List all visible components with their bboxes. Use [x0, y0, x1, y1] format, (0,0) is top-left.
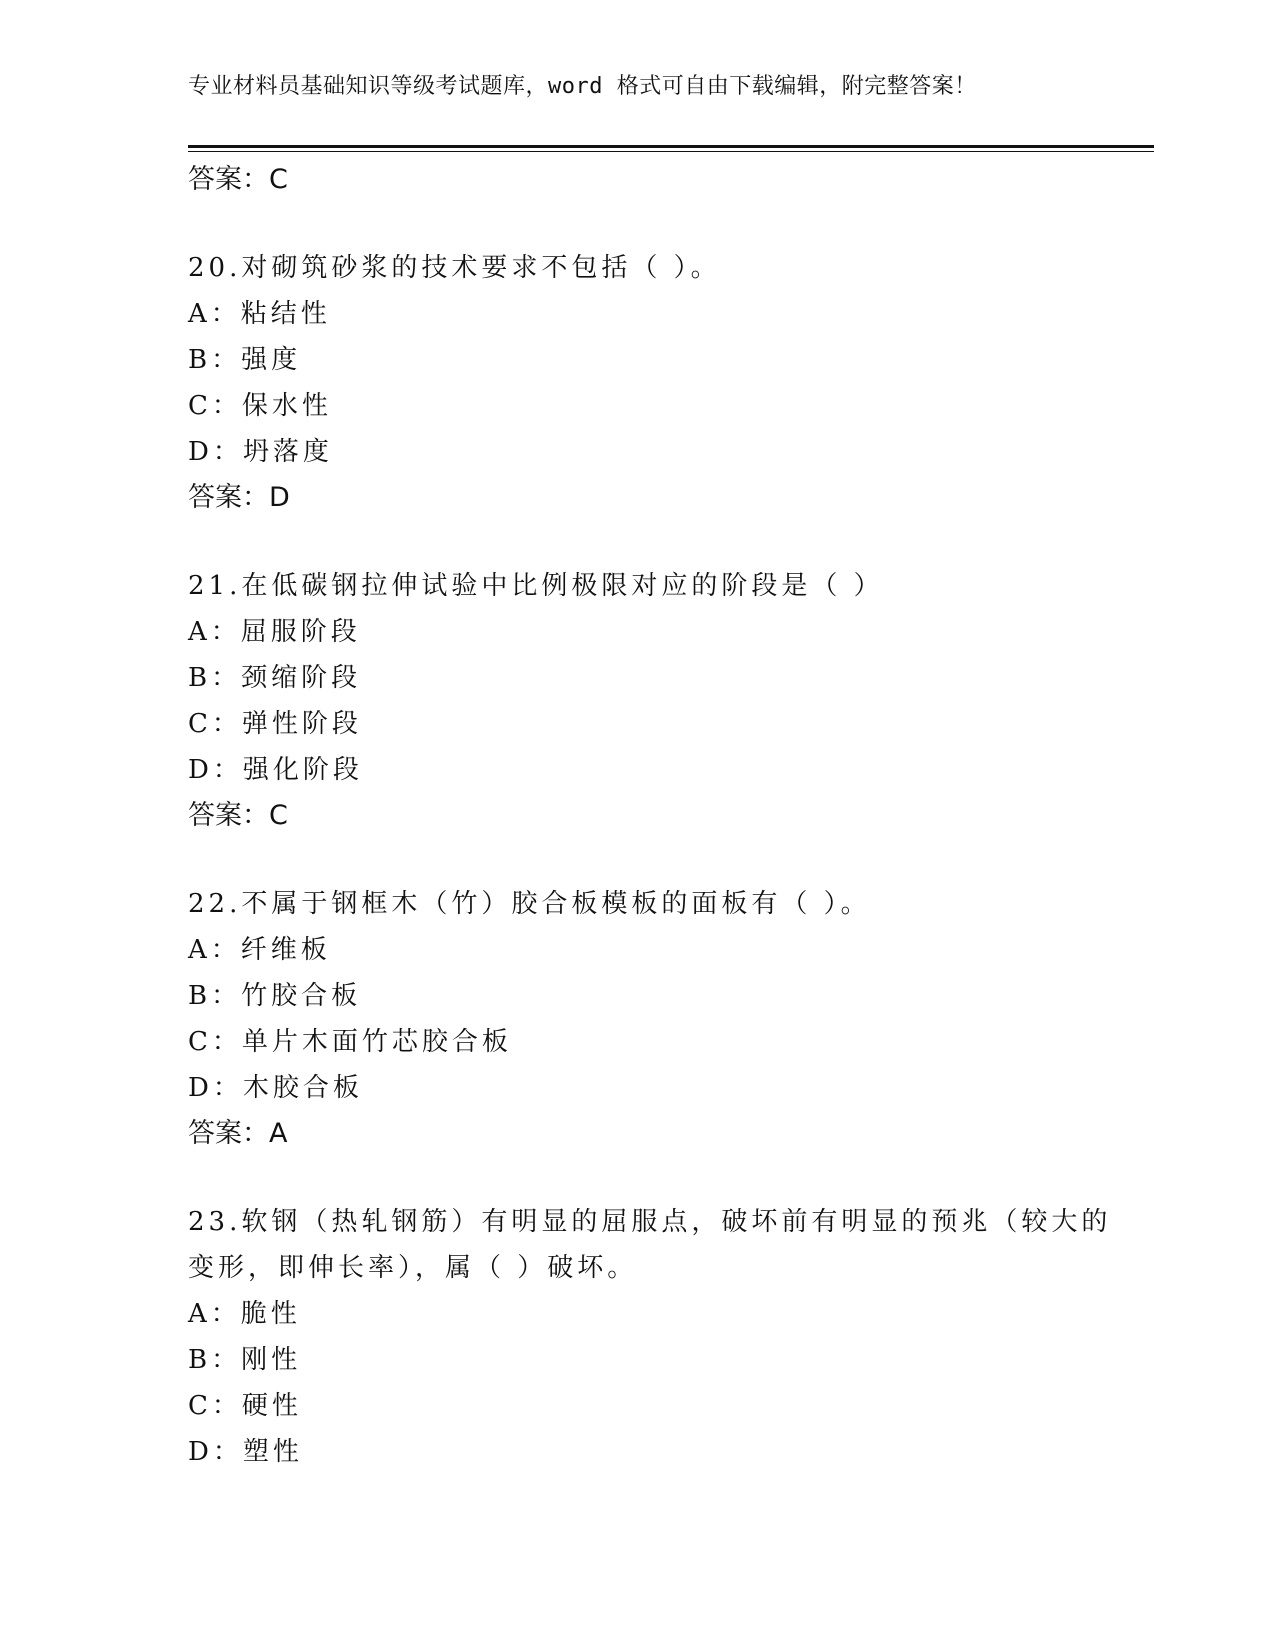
- header-divider-thin: [188, 151, 1154, 152]
- question-21: [188, 563, 1154, 839]
- option-d: D：木胶合板: [188, 1073, 363, 1103]
- page-header-title: 专业材料员基础知识等级考试题库，word 格式可自由下载编辑，附完整答案！: [188, 74, 977, 99]
- option-b: B：竹胶合板: [188, 981, 362, 1011]
- answer-line-19: 答案：C: [188, 164, 288, 195]
- option-d: D：坍落度: [188, 437, 333, 467]
- option-b: B：强度: [188, 345, 302, 375]
- question-list: [188, 157, 1154, 1475]
- option-b: B：颈缩阶段: [188, 663, 362, 693]
- answer-line: 答案：A: [188, 1118, 288, 1149]
- question-stem-line-1: 23.软钢（热轧钢筋）有明显的屈服点，破坏前有明显的预兆（较大的: [188, 1207, 1112, 1237]
- option-d: D：强化阶段: [188, 755, 363, 785]
- question-20: [188, 245, 1154, 521]
- question-stem: 20.对砌筑砂浆的技术要求不包括（ ）。: [188, 253, 721, 283]
- option-d: D：塑性: [188, 1437, 303, 1467]
- question-stem: 21.在低碳钢拉伸试验中比例极限对应的阶段是（ ）: [188, 571, 884, 601]
- option-b: B：刚性: [188, 1345, 302, 1375]
- option-c: C：硬性: [188, 1391, 302, 1421]
- option-a: A：屈服阶段: [188, 617, 361, 647]
- question-stem: 22.不属于钢框木（竹）胶合板模板的面板有（ ）。: [188, 889, 871, 919]
- question-22: [188, 881, 1154, 1157]
- option-a: A：粘结性: [188, 299, 331, 329]
- header-divider-thick: [188, 145, 1154, 148]
- option-c: C：单片木面竹芯胶合板: [188, 1027, 512, 1057]
- option-a: A：脆性: [188, 1299, 301, 1329]
- answer-line: 答案：D: [188, 482, 290, 513]
- option-a: A：纤维板: [188, 935, 331, 965]
- question-stem-line-2: 变形，即伸长率），属（ ）破坏。: [188, 1253, 638, 1283]
- option-c: C：保水性: [188, 391, 332, 421]
- option-c: C：弹性阶段: [188, 709, 362, 739]
- answer-line: 答案：C: [188, 800, 288, 831]
- question-23: [188, 1199, 1154, 1475]
